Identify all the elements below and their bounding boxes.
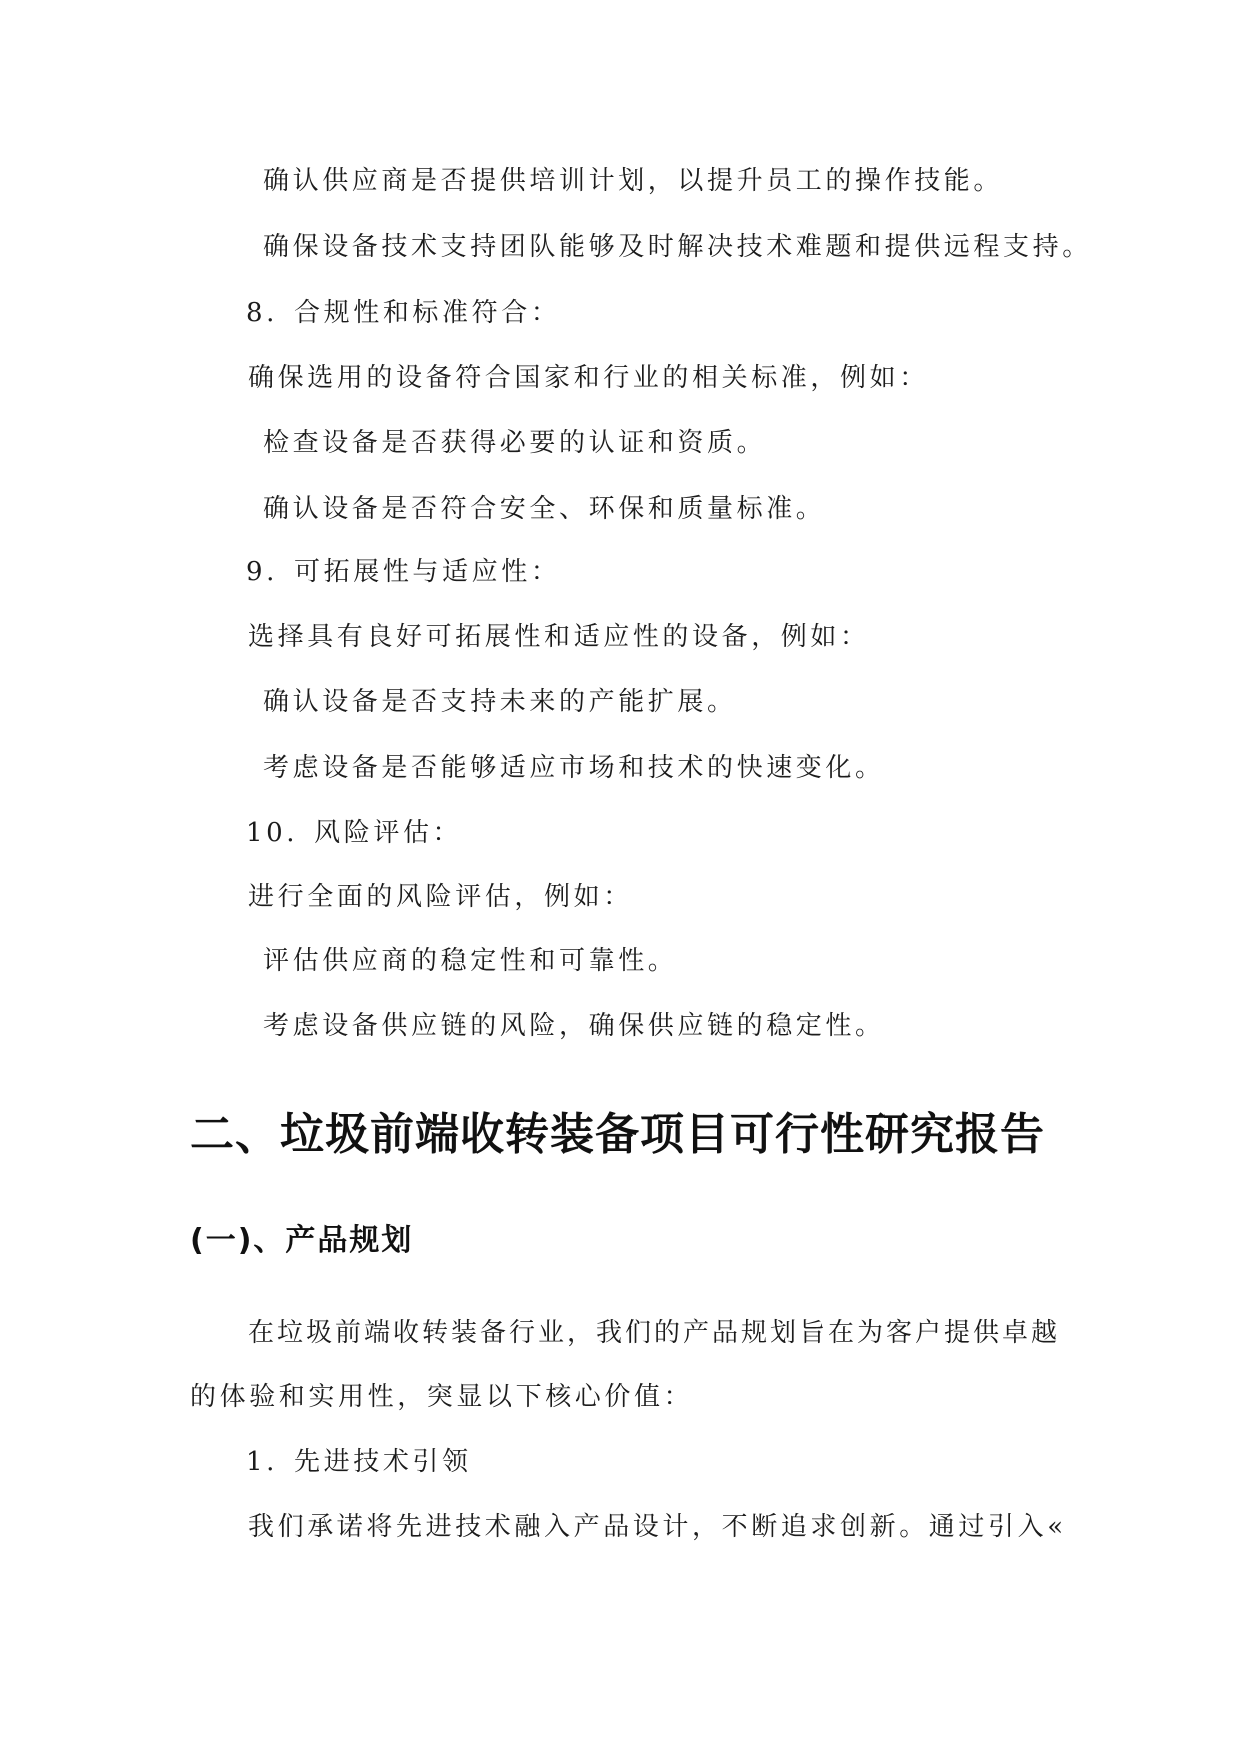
list-item-intro: 选择具有良好可拓展性和适应性的设备，例如： [248, 622, 870, 652]
list-point: 考虑设备供应链的风险，确保供应链的稳定性。 [263, 1011, 885, 1041]
list-item-number: 10. [246, 818, 299, 848]
list-item-heading [246, 815, 462, 851]
chapter-title: 二、垃圾前端收转装备项目可行性研究报告 [190, 1109, 1045, 1160]
list-point: 确认供应商是否提供培训计划，以提升员工的操作技能。 [263, 166, 1004, 196]
list-point: 评估供应商的稳定性和可靠性。 [263, 946, 678, 976]
list-item-intro: 确保选用的设备符合国家和行业的相关标准，例如： [248, 363, 929, 393]
list-item-intro: 进行全面的风险评估，例如： [248, 882, 633, 912]
paragraph-line: 的体验和实用性，突显以下核心价值： [190, 1382, 694, 1412]
list-item-title: 合规性和标准符合： [294, 298, 561, 328]
subsection-title: 先进技术引领 [294, 1447, 472, 1477]
list-item-number: 9. [246, 557, 279, 587]
subsection-heading [246, 1444, 472, 1480]
list-point: 检查设备是否获得必要的认证和资质。 [263, 428, 767, 458]
subsection-text: 我们承诺将先进技术融入产品设计，不断追求创新。通过引入« [248, 1512, 1067, 1542]
section-title: (一)、产品规划 [190, 1223, 414, 1258]
subsection-number: 1. [246, 1447, 279, 1477]
list-point: 确认设备是否支持未来的产能扩展。 [263, 687, 737, 717]
list-point: 考虑设备是否能够适应市场和技术的快速变化。 [263, 753, 885, 783]
list-item-number: 8. [246, 298, 279, 328]
paragraph-line: 在垃圾前端收转装备行业，我们的产品规划旨在为客户提供卓越 [248, 1318, 1061, 1348]
list-item-title: 风险评估： [314, 818, 463, 848]
list-point: 确认设备是否符合安全、环保和质量标准。 [263, 494, 826, 524]
list-item-title: 可拓展性与适应性： [294, 557, 561, 587]
list-item-heading [246, 295, 560, 331]
list-point: 确保设备技术支持团队能够及时解决技术难题和提供远程支持。 [263, 232, 1092, 262]
list-item-heading [246, 554, 560, 590]
